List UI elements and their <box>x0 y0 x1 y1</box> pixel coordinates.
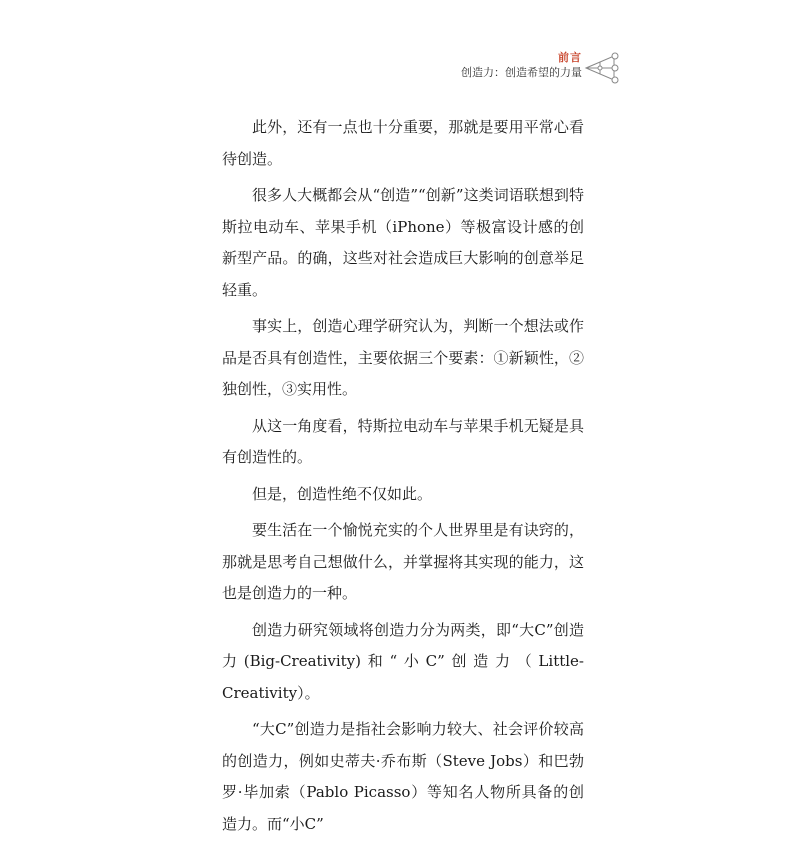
header-subtitle: 创造力：创造希望的力量 <box>461 66 582 79</box>
paragraph: 但是，创造性绝不仅如此。 <box>252 484 433 503</box>
triangle-circles-ornament-icon <box>584 50 620 86</box>
body-text <box>222 112 584 845</box>
paragraph: 此外，还有一点也十分重要，那就是要用平常心看待创造。 <box>222 118 584 168</box>
paragraph: “大C”创造力是指社会影响力较大、社会评价较高的创造力，例如史蒂夫·乔布斯（Steve Jobs）和巴勃罗·毕加索（Pablo Picasso）等知名人物所具备的创造力。而“小C” <box>222 720 584 833</box>
paragraph: 事实上，创造心理学研究认为，判断一个想法或作品是否具有创造性，主要依据三个要素：①新颖性，②独创性，③实用性。 <box>222 317 584 398</box>
paragraph: 要生活在一个愉悦充实的个人世界里是有诀窍的，那就是思考自己想做什么，并掌握将其实现的能力，这也是创造力的一种。 <box>222 521 584 602</box>
header-chapter-title: 前言 <box>558 51 582 64</box>
paragraph: 从这一角度看，特斯拉电动车与苹果手机无疑是具有创造性的。 <box>222 416 584 466</box>
paragraph: 创造力研究领域将创造力分为两类，即“大C”创造力(Big-Creativity)和“小C”创造力（Little-Creativity）。 <box>222 620 584 702</box>
running-header <box>461 52 582 78</box>
paragraph: 很多人大概都会从“创造”“创新”这类词语联想到特斯拉电动车、苹果手机（iPhone）等极富设计感的创新型产品。的确，这些对社会造成巨大影响的创意举足轻重。 <box>222 186 584 299</box>
